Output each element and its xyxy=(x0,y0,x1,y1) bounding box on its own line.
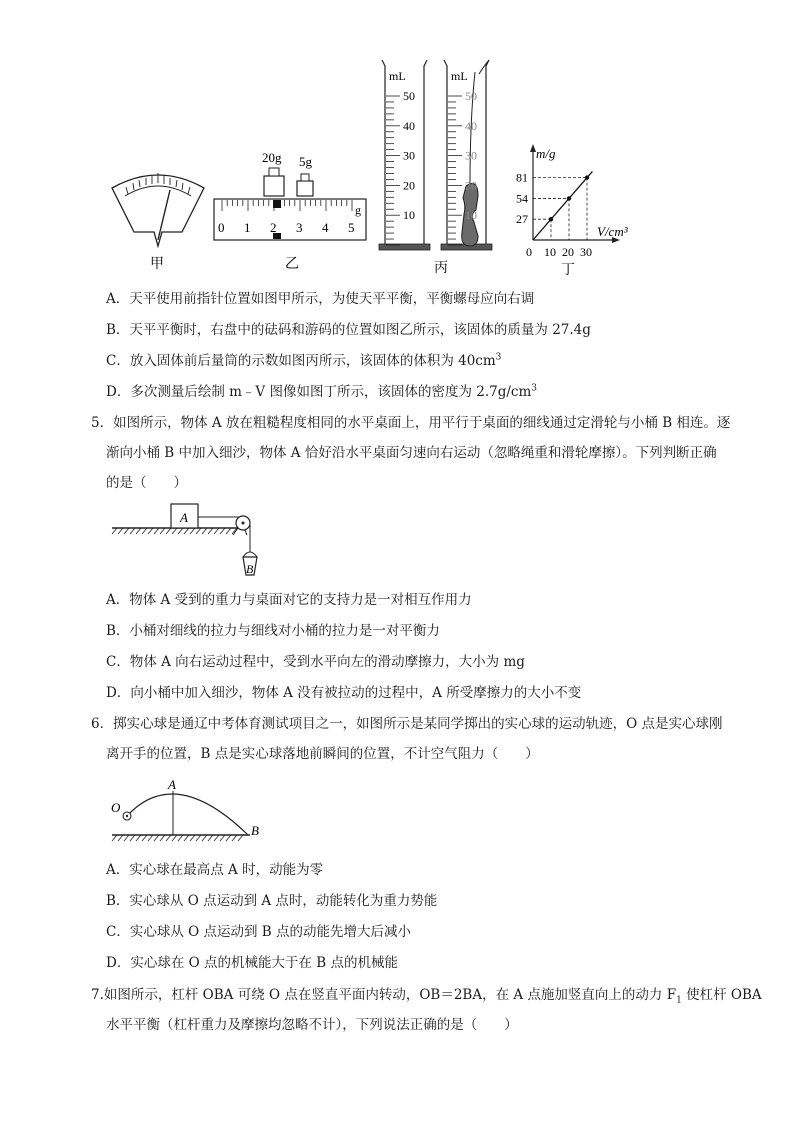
q6-option-c: C．实心球从 O 点运动到 B 点的动能先增大后减小 xyxy=(106,924,411,940)
scale-unit-label: g xyxy=(355,203,361,217)
hatch-mark xyxy=(220,835,225,841)
q5-option-b: B．小桶对细线的拉力与细线对小桶的拉力是一对平衡力 xyxy=(106,623,440,639)
cylinder-tick-label: 20 xyxy=(465,178,477,193)
bucket-handle xyxy=(243,552,257,557)
rider-top xyxy=(273,200,281,208)
q6-option-b: B．实心球从 O 点运动到 A 点时，动能转化为重力势能 xyxy=(106,893,438,909)
q5-figure xyxy=(0,495,794,585)
q5-stem-line3: 的是（ ） xyxy=(106,475,187,491)
hatch-mark xyxy=(118,835,123,841)
scale-tick-label: 1 xyxy=(244,220,251,235)
q5-stem-line1: 5．如图所示，物体 A 放在粗糙程度相同的水平桌面上，用平行于桌面的细线通过定滑轮与小桶 B 相连。逐 xyxy=(91,415,731,431)
q4-option-c xyxy=(106,351,501,371)
data-point xyxy=(549,217,553,221)
cylinder-tick-label: 30 xyxy=(403,148,415,163)
hatch-mark xyxy=(148,528,153,534)
hatch-mark xyxy=(124,528,129,534)
q4-option-b: B．天平平衡时，右盘中的砝码和游码的位置如图乙所示，该固体的质量为 27.4g xyxy=(106,322,591,338)
scale-tick-label: 2 xyxy=(270,220,277,235)
cylinder-tick-label: 30 xyxy=(465,148,477,163)
scale-tick-label: 5 xyxy=(348,220,355,235)
hatch-mark xyxy=(178,528,183,534)
figure-bing-label: 丙 xyxy=(434,261,448,276)
hatch-mark xyxy=(124,835,129,841)
hatch-mark xyxy=(154,528,159,534)
figure-jia-label: 甲 xyxy=(150,257,164,272)
hatch-mark xyxy=(214,835,219,841)
hatch-mark xyxy=(130,528,135,534)
hatch-mark xyxy=(238,835,243,841)
ding-ylabel: m/g xyxy=(536,146,556,161)
y-tick-label: 27 xyxy=(516,212,528,227)
point-o-label: O xyxy=(111,800,121,815)
x-tick-label: 10 xyxy=(544,245,556,259)
figure-jia-balance-scale xyxy=(112,173,204,246)
hatch-mark xyxy=(196,528,201,534)
q7-stem-line2: 水平平衡（杠杆重力及摩擦均忽略不计），下列说法正确的是（ ） xyxy=(106,1017,518,1033)
cylinder-left-unit: mL xyxy=(389,69,406,83)
hatch-mark xyxy=(226,835,231,841)
y-tick-label: 54 xyxy=(516,191,528,206)
cylinder-tick-label: 40 xyxy=(403,118,415,133)
q4-option-d-text: D．多次测量后绘制 m﹣V 图像如图丁所示，该固体的密度为 2.7g/cm xyxy=(106,384,532,400)
data-point xyxy=(567,196,571,200)
q4-option-c-text: C．放入固体前后量筒的示数如图丙所示，该固体的体积为 40cm xyxy=(106,353,496,369)
weight-5g-label: 5g xyxy=(299,154,312,169)
point-a-label: A xyxy=(168,777,176,792)
figure-yi-rider-scale xyxy=(214,199,366,240)
hatch-mark xyxy=(208,835,213,841)
q4-option-a: A．天平使用前指针位置如图甲所示，为使天平平衡，平衡螺母应向右调 xyxy=(106,291,535,307)
q7-stem-line1 xyxy=(91,985,762,1005)
scale-tick-label: 4 xyxy=(322,220,329,235)
q5-stem-line2: 渐向小桶 B 中加入细沙，物体 A 恰好沿水平桌面匀速向右运动（忽略绳重和滑轮摩擦）。下列判断正确 xyxy=(106,445,717,461)
hatch-mark xyxy=(130,835,135,841)
hatch-mark xyxy=(184,835,189,841)
hatch-mark xyxy=(202,835,207,841)
q4-option-c-sup: 3 xyxy=(495,352,502,363)
q6-stem-line2: 离开手的位置，B 点是实心球落地前瞬间的位置，不计空气阻力（ ） xyxy=(106,746,539,762)
hatch-mark xyxy=(202,528,207,534)
block-a-label: A xyxy=(180,510,188,525)
hatch-mark xyxy=(166,835,171,841)
weight-20g-label: 20g xyxy=(262,150,282,165)
hatch-mark xyxy=(112,528,117,534)
q4-option-d xyxy=(106,382,537,402)
scale-tick-label: 0 xyxy=(218,220,225,235)
q5-option-d: D．向小桶中加入细沙，物体 A 没有被拉动的过程中，A 所受摩擦力的大小不变 xyxy=(106,685,582,701)
figure-ding-label: 丁 xyxy=(561,263,575,278)
cylinder-tick-label: 10 xyxy=(465,208,477,223)
q6-figure xyxy=(0,772,794,847)
cylinder-tick-label: 20 xyxy=(403,178,415,193)
x-tick-label: 30 xyxy=(580,245,592,259)
hatch-mark xyxy=(148,835,153,841)
ball-center xyxy=(126,815,128,817)
bucket-b-label: B xyxy=(246,562,254,576)
q4-option-d-sup: 3 xyxy=(531,383,538,394)
hatch-mark xyxy=(190,528,195,534)
ding-origin: 0 xyxy=(526,245,532,259)
hatch-mark xyxy=(220,528,225,534)
hatch-mark xyxy=(214,528,219,534)
hatch-mark xyxy=(172,835,177,841)
q7-stem-text: 7.如图所示，杠杆 OBA 可绕 O 点在竖直平面内转动，OB＝2BA，在 A 点施加竖直向上的动力 F xyxy=(91,987,677,1003)
hatch-mark xyxy=(172,528,177,534)
q6-option-a: A．实心球在最高点 A 时，动能为零 xyxy=(106,862,324,878)
q7-stem-text-end: 使杠杆 OBA xyxy=(681,987,762,1003)
q5-option-a: A．物体 A 受到的重力与桌面对它的支持力是一对相互作用力 xyxy=(106,592,472,608)
hatch-mark xyxy=(160,835,165,841)
scale-tick-label: 3 xyxy=(296,220,303,235)
q6-stem-line1: 6．掷实心球是通辽中考体育测试项目之一，如图所示是某同学掷出的实心球的运动轨迹，O 点是实心球刚 xyxy=(91,716,723,732)
hatch-mark xyxy=(184,528,189,534)
hatch-mark xyxy=(166,528,171,534)
cylinder-right-unit: mL xyxy=(451,69,468,83)
cylinder-tick-label: 40 xyxy=(465,118,477,133)
hatch-mark xyxy=(112,835,117,841)
top-figures xyxy=(0,0,794,285)
hatch-mark xyxy=(178,835,183,841)
hatch-mark xyxy=(142,528,147,534)
q7-stem-subscript: 1 xyxy=(676,995,682,1006)
cylinder-tick-label: 50 xyxy=(403,89,415,103)
hatch-mark xyxy=(136,528,141,534)
hatch-mark xyxy=(208,528,213,534)
y-tick-label: 81 xyxy=(516,170,528,185)
hatch-mark xyxy=(136,835,141,841)
hatch-mark xyxy=(154,835,159,841)
q6-option-d: D．实心球在 O 点的机械能大于在 B 点的机械能 xyxy=(106,955,398,971)
hatch-mark xyxy=(118,528,123,534)
cylinder-tick-label: 50 xyxy=(465,89,477,103)
trajectory xyxy=(127,794,248,835)
pulley-axle xyxy=(242,522,245,525)
figure-yi-weights xyxy=(264,168,313,196)
hatch-mark xyxy=(232,835,237,841)
figure-yi-label: 乙 xyxy=(285,257,299,272)
hatch-mark xyxy=(142,835,147,841)
data-point xyxy=(585,175,589,179)
hatch-mark xyxy=(226,528,231,534)
ding-xlabel: V/cm³ xyxy=(597,224,628,239)
hatch-mark xyxy=(190,835,195,841)
hatch-mark xyxy=(160,528,165,534)
x-tick-label: 20 xyxy=(562,245,574,259)
data-line xyxy=(533,171,592,240)
cylinder-tick-label: 10 xyxy=(403,208,415,223)
hatch-mark xyxy=(196,835,201,841)
point-b-label: B xyxy=(251,823,259,838)
q5-option-c: C．物体 A 向右运动过程中，受到水平向左的滑动摩擦力，大小为 mg xyxy=(106,654,525,670)
